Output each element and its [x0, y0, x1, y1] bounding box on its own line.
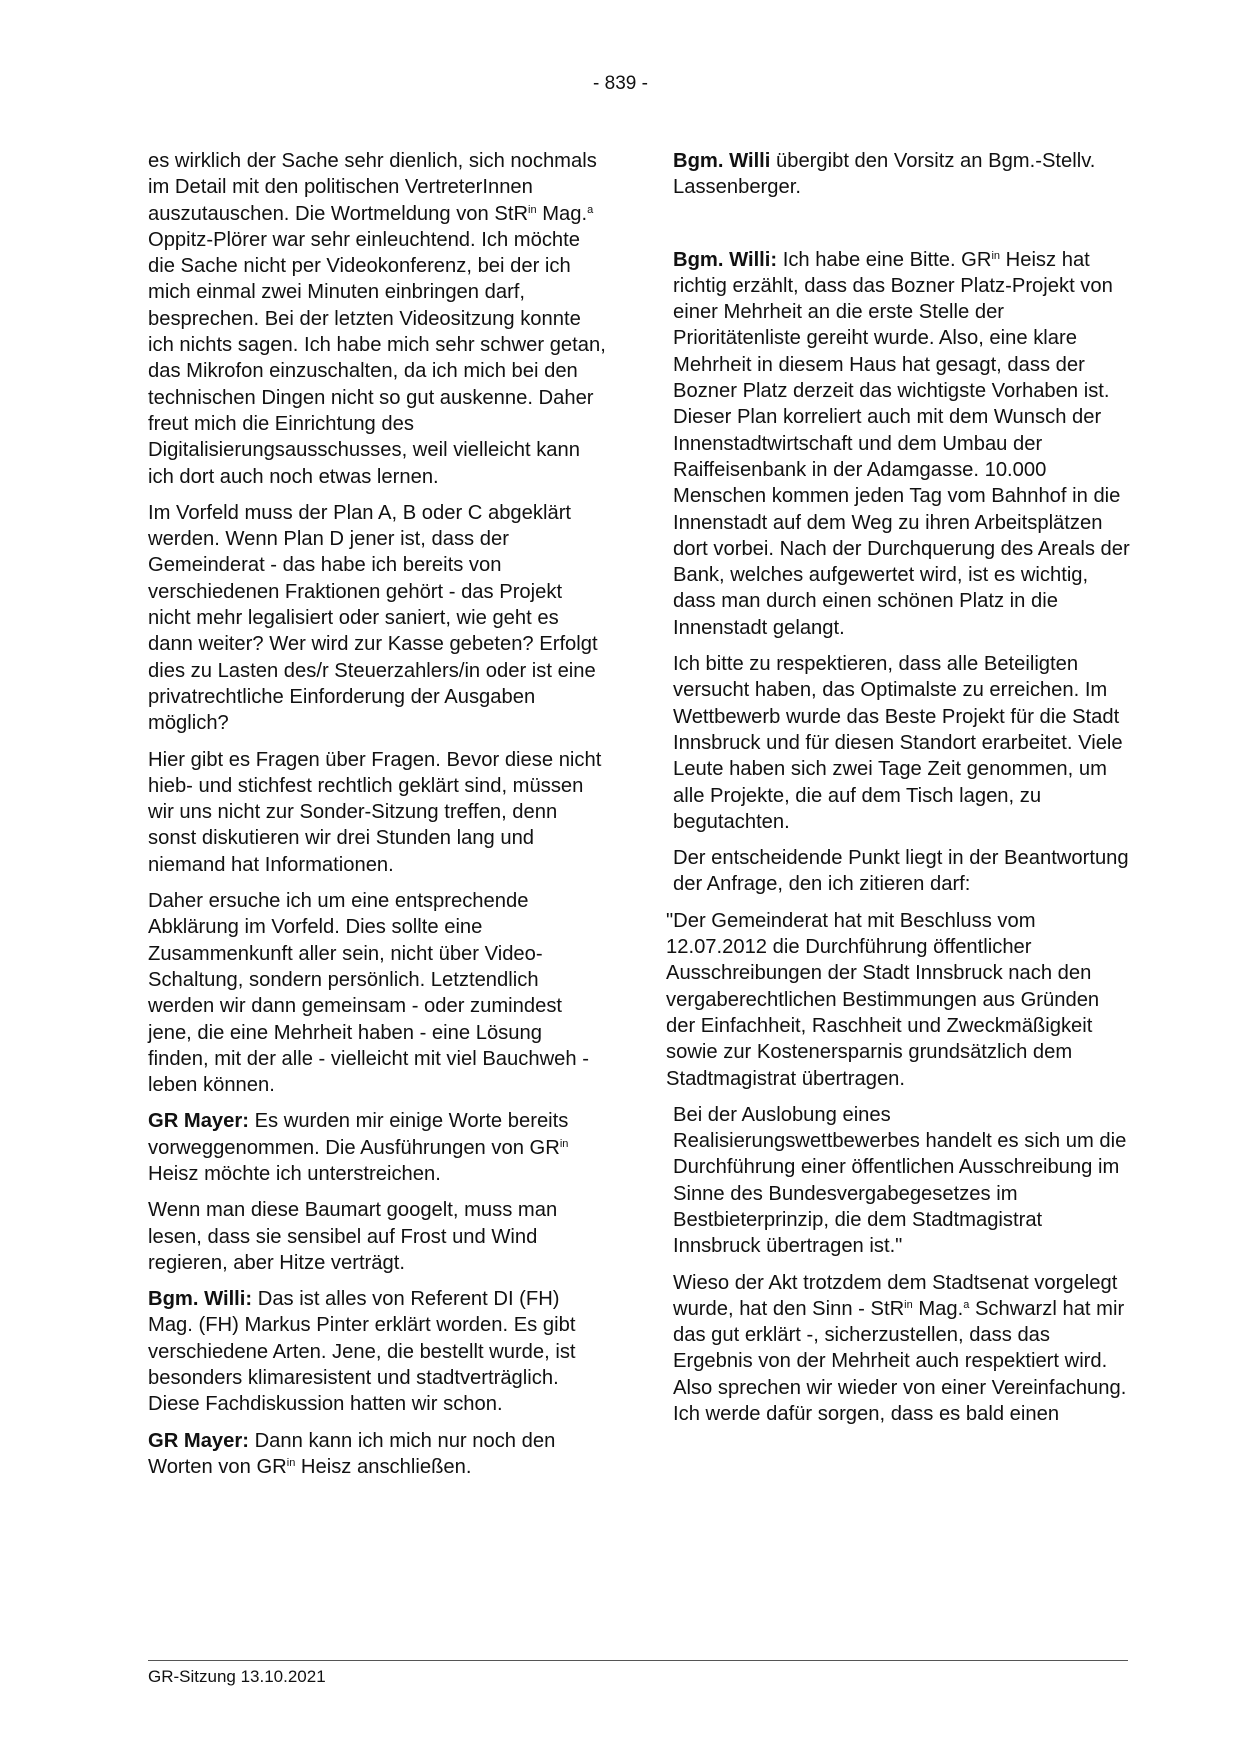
text-run: Schwarzl hat mir das gut erklärt -, sicherzustellen, dass das Ergebnis von der Mehrheit auch respektiert wird. Also sprechen wir wieder von einer Vereinfachung. Ich werde dafür sorgen, dass es bald einen — [673, 1297, 1127, 1426]
superscript: in — [904, 1298, 913, 1311]
superscript: in — [528, 203, 537, 216]
paragraph — [673, 247, 1133, 641]
superscript: a — [587, 203, 594, 216]
superscript: in — [991, 249, 1001, 262]
speaker-name: Bgm. Willi — [673, 150, 771, 172]
left-column — [148, 148, 608, 1490]
paragraph: Der entscheidende Punkt liegt in der Beantwortung der Anfrage, den ich zitieren darf: — [673, 847, 1129, 896]
footer-text: GR-Sitzung 13.10.2021 — [148, 1667, 326, 1686]
speaker-name: GR Mayer: — [148, 1429, 249, 1452]
text-run: Heisz hat richtig erzählt, dass das Bozner Platz-Projekt von einer Mehrheit an die erste Stelle der Prioritätenliste gereiht wurde. Also, eine klare Mehrheit in diesem Haus hat gesagt, dass der Bozner Platz derzeit das wichtigste Vorhaben ist. Dieser Plan korreliert auch mit dem Wunsch der Innenstadtwirtschaft und dem Umbau der Raiffeisenbank in der Adamgasse. 10.000 Menschen kommen jeden Tag vom Bahnhof in die Innenstadt auf dem Weg zu ihren Arbeitsplätzen dort vorbei. Nach der Durchquerung des Areals der Bank, welches aufgewertet wird, ist es wichtig, dass man durch einen schönen Platz in die Innenstadt gelangt. — [673, 248, 1130, 639]
paragraph: Ich bitte zu respektieren, dass alle Beteiligten versucht haben, das Optimalste zu erreichen. Im Wettbewerb wurde das Beste Projekt für die Stadt Innsbruck und für diesen Standort erarbeitet. Viele Leute haben sich zwei Tage Zeit genommen, um alle Projekte, die auf dem Tisch lagen, zu begutachten. — [673, 653, 1123, 833]
paragraph — [148, 148, 608, 490]
paragraph — [673, 1270, 1133, 1428]
text-run: Das ist alles von Referent DI (FH) Mag. (FH) Markus Pinter erklärt worden. Es gibt verschiedene Arten. Jene, die bestellt wurde, ist besonders klimaresistent und stadtverträglich. Diese Fachdiskussion hatten wir schon. — [148, 1288, 576, 1416]
text-run: Heisz anschließen. — [295, 1455, 472, 1478]
paragraph: Daher ersuche ich um eine entsprechende Abklärung im Vorfeld. Dies sollte eine Zusammenkunft aller sein, nicht über Video-Schaltung, sondern persönlich. Letztendlich werden wir dann gemeinsam - oder zumindest jene, die eine Mehrheit haben - eine Lösung finden, mit der alle - vielleicht mit viel Bauchweh - leben können. — [148, 890, 589, 1097]
quoted-paragraph: Bei der Auslobung eines Realisierungswettbewerbes handelt es sich um die Durchführung einer öffentlichen Ausschreibung im Sinne des Bundesvergabegesetzes im Bestbieterprinzip, die dem Stadtmagistrat Innsbruck übertragen ist." — [673, 1103, 1127, 1258]
paragraph: Wenn man diese Baumart googelt, muss man lesen, dass sie sensibel auf Frost und Wind regieren, aber Hitze verträgt. — [148, 1199, 558, 1274]
text-run: Ich habe eine Bitte. GR — [777, 248, 992, 271]
text-run: Wieso der Akt trotzdem dem Stadtsenat vorgelegt wurde, hat den Sinn - StR — [673, 1271, 1118, 1320]
superscript: a — [963, 1298, 970, 1311]
text-run: Oppitz-Plörer war sehr einleuchtend. Ich möchte die Sache nicht per Videokonferenz, bei der ich mich einmal zwei Minuten einbringen darf, besprechen. Bei der letzten Videositzung konnte ich nichts sagen. Ich habe mich sehr schwer getan, das Mikrofon einzuschalten, da ich mich bei den technischen Dingen nicht so gut auskenne. Daher freut mich die Einrichtung des Digitalisierungsausschusses, weil vielleicht kann ich dort auch noch etwas lernen. — [148, 228, 606, 488]
right-column — [666, 148, 1133, 1437]
paragraph — [148, 1108, 608, 1187]
paragraph: Im Vorfeld muss der Plan A, B oder C abgeklärt werden. Wenn Plan D jener ist, dass der Gemeinderat - das habe ich bereits von verschiedenen Fraktionen gehört - das Projekt nicht mehr legalisiert oder saniert, wie geht es dann weiter? Wer wird zur Kasse gebeten? Erfolgt dies zu Lasten des/r Steuerzahlers/in oder ist eine privatrechtliche Einforderung der Ausgaben möglich? — [148, 501, 598, 735]
paragraph — [148, 1428, 608, 1481]
paragraph — [148, 1286, 608, 1417]
superscript: in — [559, 1137, 569, 1150]
page-number: - 839 - — [593, 73, 648, 94]
speaker-name: Bgm. Willi: — [673, 248, 778, 271]
text-run: Dann kann ich mich nur noch den Worten von GR — [148, 1429, 556, 1478]
text-run: Es wurden mir einige Worte bereits vorweggenommen. Die Ausführungen von GR — [148, 1110, 569, 1159]
text-run: übergibt den Vorsitz an Bgm.-Stellv. Lassenberger. — [673, 150, 1096, 199]
paragraph — [673, 148, 1133, 201]
text-run: Mag. — [912, 1297, 964, 1320]
text-run: Heisz möchte ich unterstreichen. — [148, 1162, 441, 1185]
paragraph: Hier gibt es Fragen über Fragen. Bevor diese nicht hieb- und stichfest rechtlich geklärt sind, müssen wir uns nicht zur Sonder-Sitzung treffen, denn sonst diskutieren wir drei Stunden lang und niemand hat Informationen. — [148, 748, 602, 876]
quoted-paragraph: "Der Gemeinderat hat mit Beschluss vom 12.07.2012 die Durchführung öffentlicher Ausschreibungen der Stadt Innsbruck nach den vergaberechtlichen Bestimmungen aus Gründen der Einfachheit, Raschheit und Zweckmäßigkeit sowie zur Kostenersparnis grundsätzlich dem Stadtmagistrat übertragen. — [666, 909, 1100, 1090]
footer-divider — [148, 1660, 1128, 1661]
text-run: Mag. — [536, 202, 588, 225]
superscript: in — [286, 1456, 296, 1469]
text-run: es wirklich der Sache sehr dienlich, sich nochmals im Detail mit den politischen VertreterInnen auszutauschen. Die Wortmeldung von StR — [148, 150, 597, 225]
speaker-name: Bgm. Willi: — [148, 1288, 253, 1311]
speaker-name: GR Mayer: — [148, 1110, 249, 1133]
